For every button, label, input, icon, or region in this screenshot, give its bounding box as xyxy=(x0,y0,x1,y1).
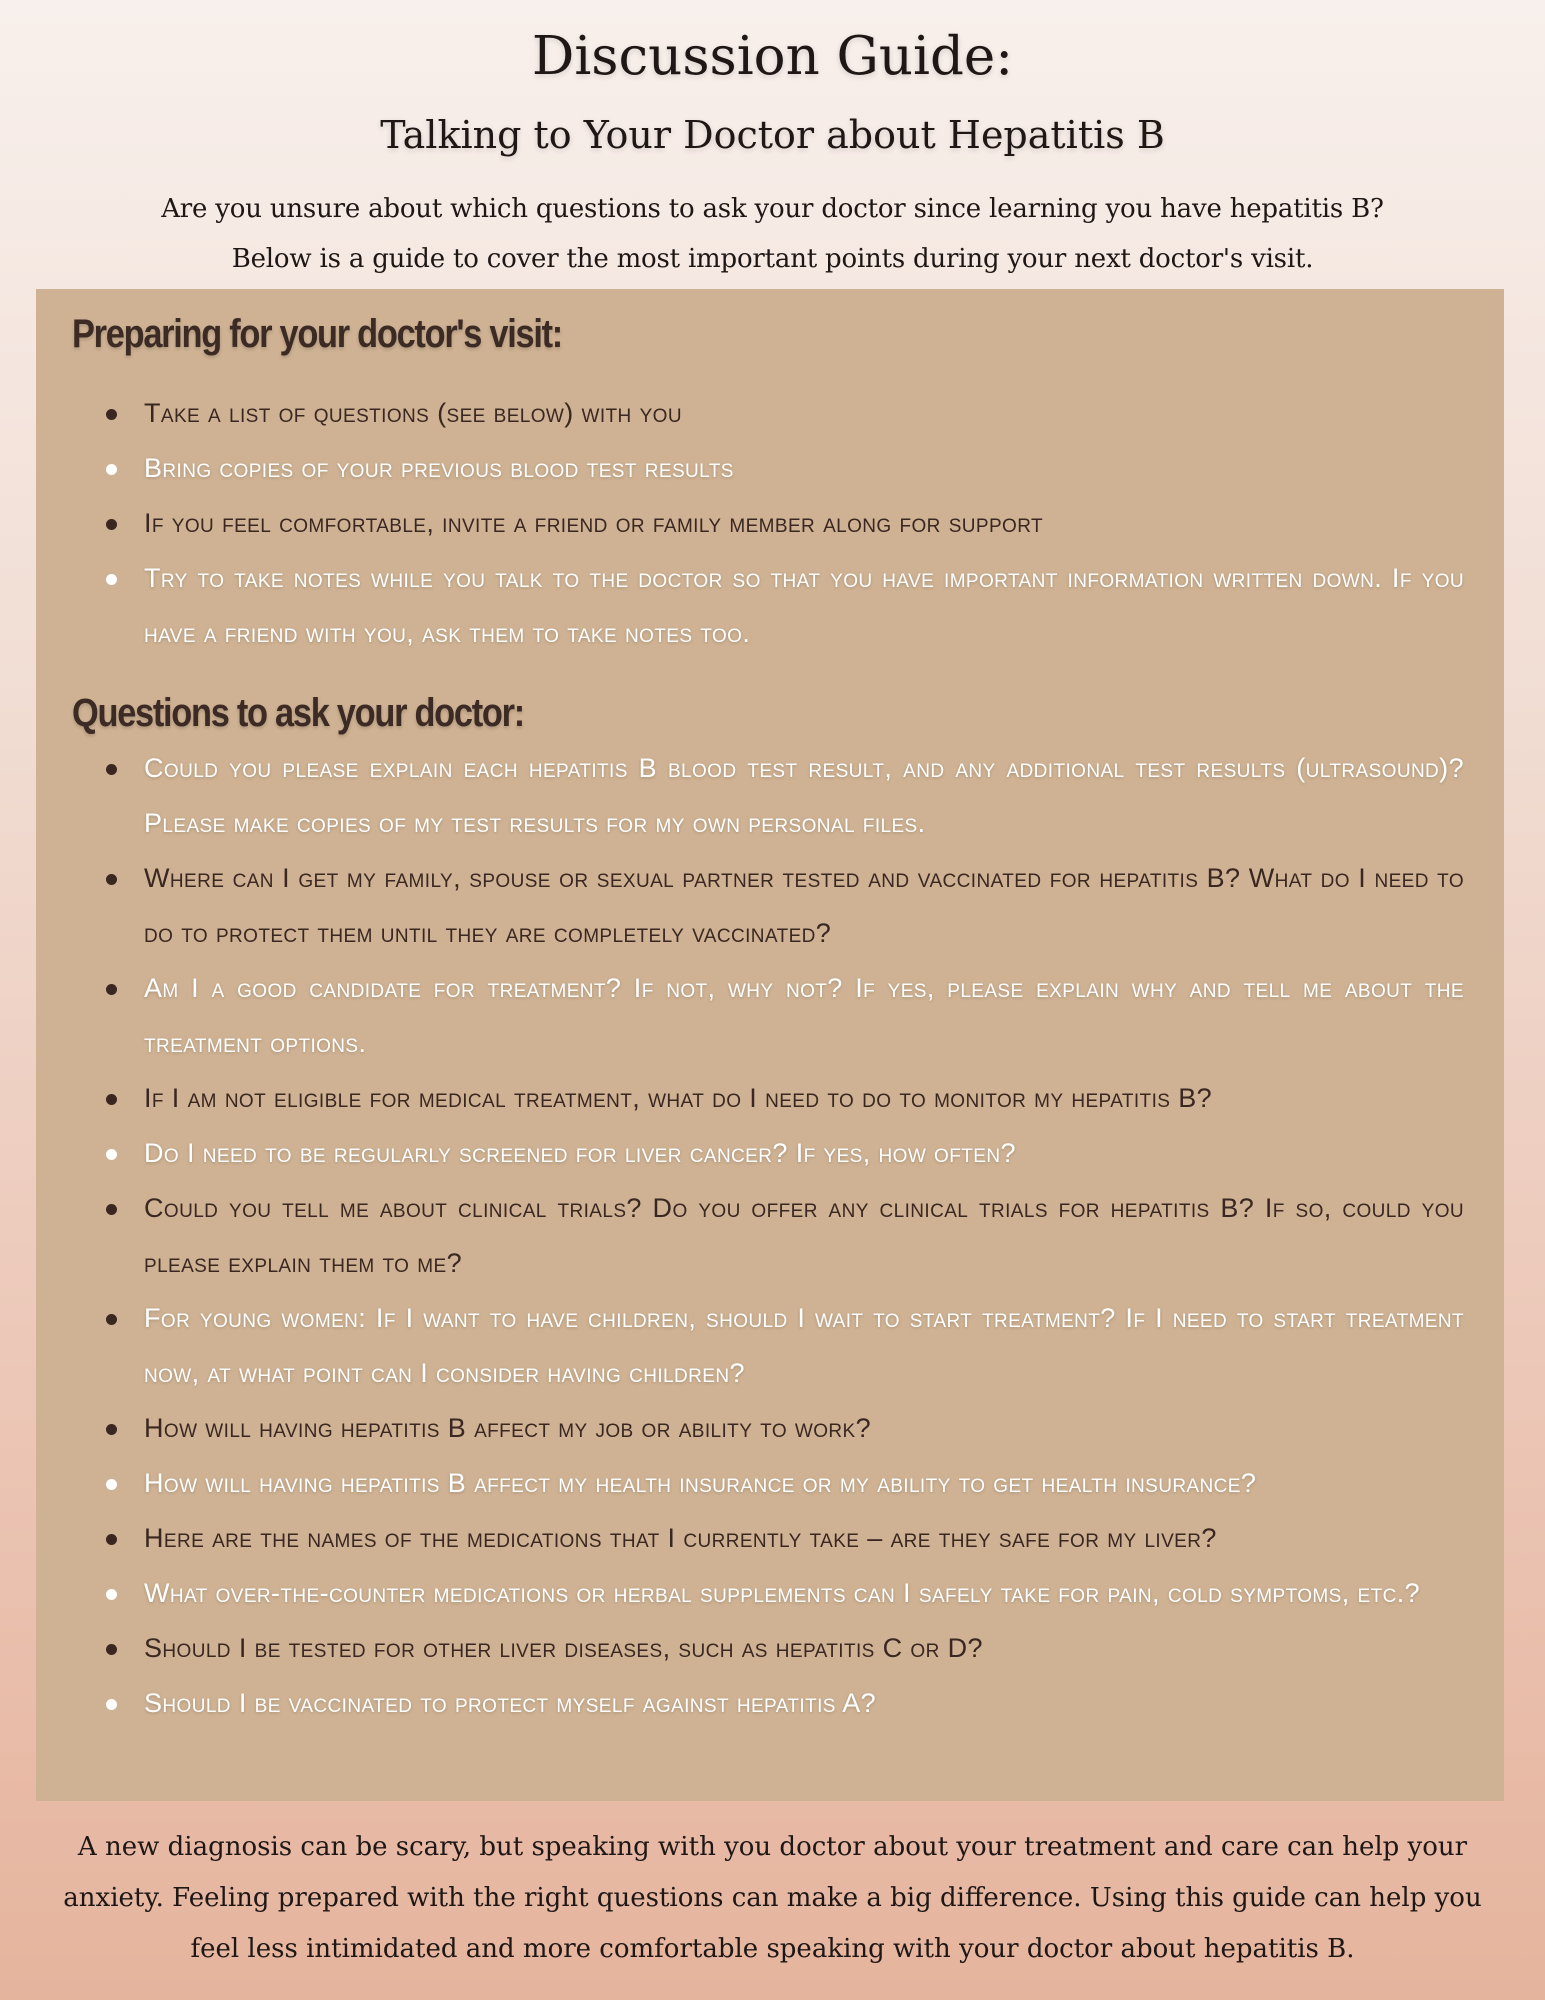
list-item-text: If I am not eligible for medical treatment, what do I need to do to monitor my hepatitis B? xyxy=(144,1083,1213,1113)
list-item-text: What over-the-counter medications or herbal supplements can I safely take for pain, cold symptoms, etc.? xyxy=(144,1578,1421,1608)
list-item-text: How will having hepatitis B affect my job or ability to work? xyxy=(144,1413,872,1443)
list-item xyxy=(36,1181,1504,1291)
list-item-text: Should I be vaccinated to protect myself against hepatitis A? xyxy=(144,1688,877,1718)
list-item-text: Do I need to be regularly screened for liver cancer? If yes, how often? xyxy=(144,1138,1016,1168)
list-item xyxy=(36,1621,1504,1676)
bullet-icon xyxy=(106,1424,117,1435)
list-item-text: Where can I get my family, spouse or sexual partner tested and vaccinated for hepatitis B? What do I need to do to protect them until they are completely vaccinated? xyxy=(144,863,1464,948)
bullet-icon xyxy=(106,1534,117,1545)
bullet-icon xyxy=(106,1479,117,1490)
list-item-text: Should I be tested for other liver diseases, such as hepatitis C or D? xyxy=(144,1633,983,1663)
content-panel xyxy=(36,289,1504,1801)
bullet-icon xyxy=(106,1644,117,1655)
bullet-icon xyxy=(106,574,117,585)
list-item xyxy=(36,551,1504,661)
page-subtitle: Talking to Your Doctor about Hepatitis B xyxy=(380,113,1165,157)
bullet-icon xyxy=(106,1314,117,1325)
list-item xyxy=(36,441,1504,496)
list-item xyxy=(36,1126,1504,1181)
preparing-list xyxy=(36,386,1504,661)
bullet-icon xyxy=(106,764,117,775)
list-item-text: How will having hepatitis B affect my health insurance or my ability to get health insurance? xyxy=(144,1468,1257,1498)
bullet-icon xyxy=(106,874,117,885)
bullet-icon xyxy=(106,1699,117,1710)
bullet-icon xyxy=(106,1149,117,1160)
preparing-heading: Preparing for your doctor's visit: xyxy=(72,312,562,356)
list-item-text: Am I a good candidate for treatment? If not, why not? If yes, please explain why and tell me about the treatment options. xyxy=(144,973,1464,1058)
list-item xyxy=(36,1566,1504,1621)
list-item-text: Try to take notes while you talk to the doctor so that you have important information written down. If you have a friend with you, ask them to take notes too. xyxy=(144,563,1464,648)
intro-line: Are you unsure about which questions to ask your doctor since learning you have hepatitis B? xyxy=(161,194,1384,224)
list-item-text: Could you tell me about clinical trials? Do you offer any clinical trials for hepatitis B? If so, could you please explain them to me? xyxy=(144,1193,1464,1278)
list-item-text: Here are the names of the medications that I currently take – are they safe for my liver? xyxy=(144,1523,1217,1553)
list-item xyxy=(36,1071,1504,1126)
list-item-text: If you feel comfortable, invite a friend or family member along for support xyxy=(144,508,1043,538)
list-item xyxy=(36,961,1504,1071)
list-item xyxy=(36,1676,1504,1731)
bullet-icon xyxy=(106,409,117,420)
list-item xyxy=(36,1291,1504,1401)
bullet-icon xyxy=(106,1589,117,1600)
bullet-icon xyxy=(106,1094,117,1105)
list-item-text: For young women: If I want to have children, should I wait to start treatment? If I need to start treatment now, at what point can I consider having children? xyxy=(144,1303,1464,1388)
intro-text xyxy=(80,184,1465,284)
list-item-text: Bring copies of your previous blood test results xyxy=(144,453,734,483)
intro-line: Below is a guide to cover the most important points during your next doctor's visit. xyxy=(231,244,1314,274)
list-item xyxy=(36,386,1504,441)
list-item xyxy=(36,1401,1504,1456)
bullet-icon xyxy=(106,1204,117,1215)
list-item xyxy=(36,741,1504,851)
bullet-icon xyxy=(106,519,117,530)
list-item xyxy=(36,1511,1504,1566)
bullet-icon xyxy=(106,984,117,995)
bullet-icon xyxy=(106,464,117,475)
page-title: Discussion Guide: xyxy=(531,26,1014,87)
list-item xyxy=(36,851,1504,961)
list-item xyxy=(36,496,1504,551)
list-item-text: Could you please explain each hepatitis B blood test result, and any additional test results (ultrasound)? Please make copies of my test results for my own personal files. xyxy=(144,753,1464,838)
list-item xyxy=(36,1456,1504,1511)
questions-heading: Questions to ask your doctor: xyxy=(72,691,524,735)
list-item-text: Take a list of questions (see below) with you xyxy=(144,398,682,428)
questions-list xyxy=(36,741,1504,1731)
footer-text: A new diagnosis can be scary, but speaking with you doctor about your treatment and care can help your anxiety. Feeling prepared with the right questions can make a big difference. Using this guide can help you feel less intimidated and more comfortable speaking with your doctor about hepatitis B. xyxy=(63,1832,1482,1964)
